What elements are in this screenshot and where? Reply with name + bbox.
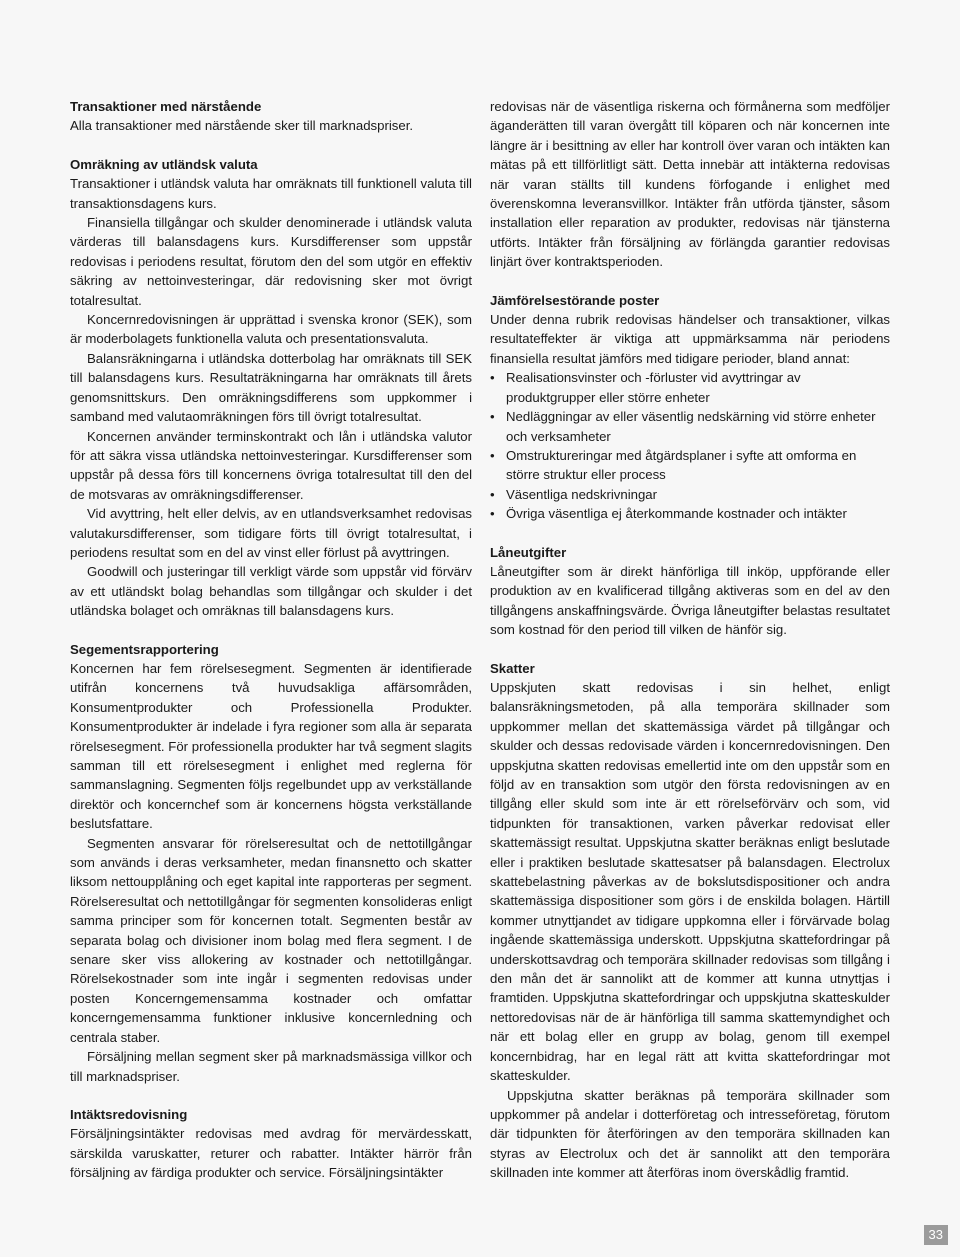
paragraph: Segmenten ansvarar för rörelseresultat och de nettotillgångar som används i deras verksamheter, medan finansnetto och skatter liksom nettoupplåning och eget kapital inte rapporteras per segment. Rörelseresultat och nettotillgångar för segmenten konsolideras enligt samma principer som för koncernen totalt. Segmenten består av separata bolag och divisioner inom bolag med flera segment. I de senare sker viss allokering av kostnader och nettotillgångar. Rörelsekostnader som inte ingår i segmenten redovisas under posten Koncerngemensamma kostnader och omfattar koncerngemensamma funktioner inklusive koncernledning och centrala staber. (70, 835, 472, 1045)
section-revenue (70, 1105, 472, 1183)
paragraph: Uppskjutna skatter beräknas på temporära skillnader som uppkommer på andelar i dotterföretag och intresseföretag, förutom där tidpunkten för återföringen av den temporära skillnaden kan styras av Electrolux och det är sannolikt att den temporära skillnaden inte kommer att återföras inom överskådlig framtid. (490, 1087, 890, 1181)
list-item: • Nedläggningar av eller väsentlig nedskärning vid större enheter och verksamheter (490, 407, 890, 446)
paragraph: Finansiella tillgångar och skulder denominerade i utländsk valuta värderas till balansdagens kurs. Kursdifferenser som uppstår redovisas i periodens resultat, förutom den del som utgör en effektiv säkring av nettoinvesteringar, där redovisning sker mot övrigt totalresultat. (70, 215, 472, 308)
paragraph: Under denna rubrik redovisas händelser och transaktioner, vilkas resultateffekter är viktiga att uppmärksamma när periodens finansiella resultat jämförs med tidigare perioder, bland annat: (490, 312, 890, 366)
bullet-list (490, 368, 890, 523)
paragraph: Koncernredovisningen är upprättad i svenska kronor (SEK), som är moderbolagets funktionella valuta och presentationsvaluta. (70, 312, 472, 347)
section-heading: Segementsrapportering (70, 641, 219, 657)
section-heading: Transaktioner med närstående (70, 99, 262, 114)
paragraph: Låneutgifter som är direkt hänförliga till inköp, uppförande eller produktion av en kvalificerad tillgång aktiveras som en del av den tillgångens anskaffningsvärde. Övriga låneutgifter belastas resultatet som kostnad för den period till vilken de hänför sig. (490, 563, 890, 638)
paragraph: Koncernen har fem rörelsesegment. Segmenten är identifierade utifrån koncernens två huvudsakliga affärsområden, Konsumentprodukter och Professionella Produkter. Konsumentprodukter är indelade i fyra regioner som alla är separata rörelsesegment. För professionella produkter har två segment slagits samman till ett rörelsesegment i enlighet med reglerna för sammanslagning. Segmenten följs regelbundet upp av verkställande direktör och koncernchef som är koncernens högsta verkställande beslutsfattare. (70, 660, 472, 832)
paragraph: Koncernen använder terminskontrakt och lån i utländska valutor för att säkra vissa utländska nettoinvesteringar. Kursdifferenser som uppstår på dessa förs till koncernens övriga totalresultat till den del de motsvaras av omräkningsdifferenser. (70, 428, 472, 502)
paragraph: Transaktioner i utländsk valuta har omräknats till funktionell valuta till transaktionsdagens kurs. (70, 176, 472, 211)
section-revenue-continued (490, 97, 890, 272)
section-heading: Jämförelsestörande poster (490, 292, 660, 308)
list-item: • Väsentliga nedskrivningar (490, 485, 890, 504)
page-number: 33 (924, 1225, 948, 1245)
right-column (490, 97, 890, 1202)
paragraph: Goodwill och justeringar till verkligt värde som uppstår vid förvärv av ett utländskt bolag behandlas som tillgångar och skulder i det utländska bolaget och omräknas till balansdagens kurs. (70, 564, 472, 619)
section-heading: Omräkning av utländsk valuta (70, 156, 258, 172)
paragraph: Vid avyttring, helt eller delvis, av en utlandsverksamhet redovisas valutakursdifferenser, som tidigare förts till övrigt totalresultat, i periodens resultat som en del av vinst eller förlust på avyttringen. (70, 506, 472, 560)
paragraph: redovisas när de väsentliga riskerna och förmånerna som medföljer äganderätten till varan övergått till köparen och när koncernen inte längre är i besittning av eller har kontroll över varan och intäkten kan mätas på ett tillförlitligt sätt. Detta innebär att intäkterna redovisas när varan ställts till kundens förfogande i enlighet med överenskomna leveransvillkor. Intäkter från utförda tjänster, såsom installation eller reparation av produkter, redovisas när tjänsterna utförts. Intäkter från försäljning av förlängda garantier redovisas linjärt över kontraktsperioden. (490, 99, 890, 270)
paragraph: Alla transaktioner med närstående sker till marknadspriser. (70, 118, 414, 134)
section-heading: Intäktsredovisning (70, 1106, 188, 1122)
section-segment-reporting (70, 640, 472, 1086)
paragraph: Försäljning mellan segment sker på marknadsmässiga villkor och till marknadspriser. (70, 1049, 472, 1084)
section-heading: Låneutgifter (490, 544, 567, 560)
section-items-affecting-comparability (490, 291, 890, 524)
list-item: • Realisationsvinster och -förluster vid avyttringar av produktgrupper eller större enheter (490, 368, 890, 407)
section-borrowing-costs (490, 543, 890, 640)
paragraph: Försäljningsintäkter redovisas med avdrag för mervärdesskatt, särskilda varuskatter, returer och rabatter. Intäkter härrör från försäljning av färdiga produkter och service. Försäljningsintäkter (70, 1126, 472, 1181)
list-item: • Övriga väsentliga ej återkommande kostnader och intäkter (490, 504, 890, 523)
list-item: • Omstruktureringar med åtgärdsplaner i syfte att omforma en större struktur eller process (490, 446, 890, 485)
section-currency (70, 155, 472, 621)
paragraph: Balansräkningarna i utländska dotterbolag har omräknats till SEK till balansdagens kurs. Resultaträkningarna har omräknats till årets genomsnittskurs. Den omräkningsdifferens som uppkommer i samband med valutaomräkningen förs till övrigt totalresultat. (70, 350, 472, 425)
paragraph: Uppskjuten skatt redovisas i sin helhet, enligt balansräkningsmetoden, på alla temporära skillnader som uppkommer mellan det skattemässiga värdet på tillgångar och skulder och dessas redovisade värden i koncernredovisningen. Den uppskjutna skatten redovisas emellertid inte om den uppstår som en följd av en transaktion som utgör den första redovisningen av en tillgång eller skuld som inte är ett rörelseförvärv och som, vid tidpunkten för transaktionen, varken påverkar redovisat eller skattemässigt resultat. Uppskjutna skatter beräknas enligt beslutade eller i praktiken beslutade skattesatser på balansdagen. Electrolux skattebelastning påverkas av de bokslutsdispositioner och andra skattemässiga dispositioner som görs i de enskilda bolagen. Härtill kommer utnyttjandet av tidigare uppkomna eller i förvärvade bolag ingående skattemässiga underskott. Uppskjutna skattefordringar på underskottsavdrag och temporära skillnader redovisas som tillgång i den mån det är sannolikt att de kommer att kunna utnyttjas i framtiden. Uppskjutna skattefordringar och uppskjutna skatteskulder nettoredovisas när de är hänförliga till samma skattemyndighet och när ett bolag eller en grupp av bolag, genom till exempel koncernbidrag, har en legal rätt att kvitta skattefordringar mot skatteskulder. (490, 679, 890, 1084)
section-related-party (70, 97, 472, 136)
section-heading: Skatter (490, 660, 535, 676)
left-column (70, 97, 472, 1202)
section-taxes (490, 659, 890, 1183)
